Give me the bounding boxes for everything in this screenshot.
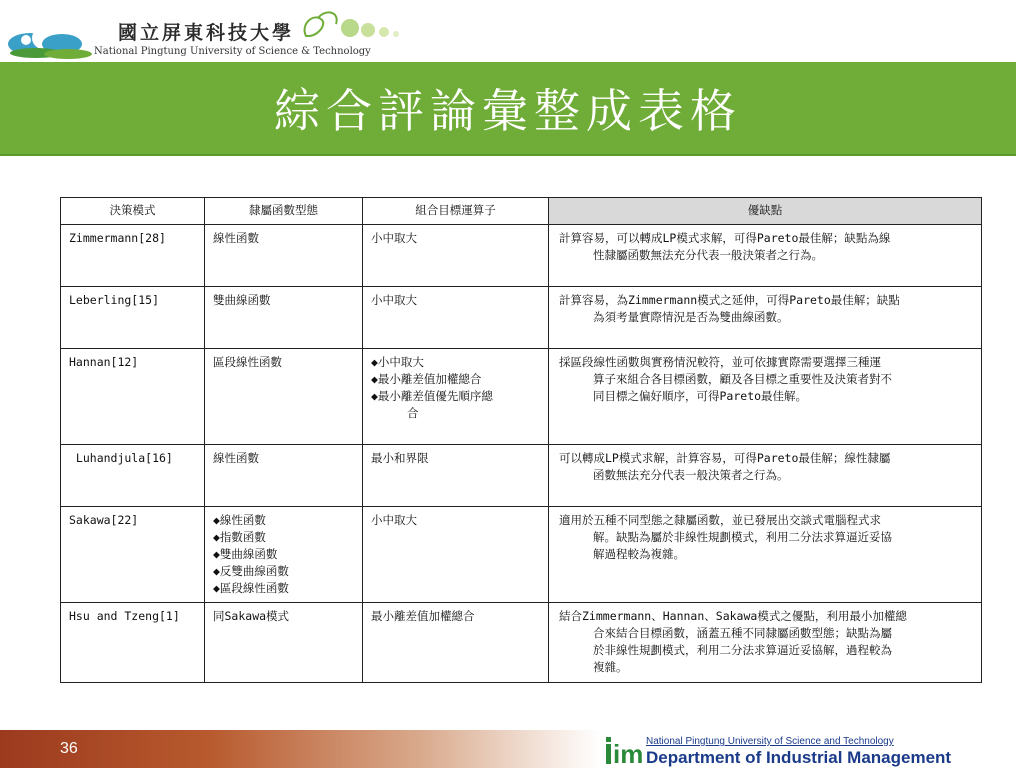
pros-cons-line: 結合Zimmermann、Hannan、Sakawa模式之優點，利用最小加權總	[559, 609, 907, 623]
pros-cons-line: 同目標之偏好順序，可得Pareto最佳解。	[593, 389, 808, 403]
membership-bullet: ◆區段線性函數	[213, 581, 289, 595]
cell-model: Hsu and Tzeng[1]	[61, 603, 205, 683]
university-name-english: National Pingtung University of Science & Technology	[94, 46, 371, 57]
department-logo-icon	[604, 733, 644, 767]
pros-cons-line: 適用於五種不同型態之隸屬函數，並已發展出交談式電腦程式求	[559, 513, 881, 527]
department-name: Department of Industrial Management	[646, 748, 952, 767]
header-cell-operator: 組合目標運算子	[363, 198, 549, 225]
pros-cons-line: 採區段線性函數與實務情況較符，並可依據實際需要選擇三種運	[559, 355, 881, 369]
operator-bullet: ◆最小離差值優先順序總	[371, 389, 493, 403]
comparison-table	[60, 197, 982, 683]
comparison-table-container	[60, 197, 981, 683]
table-row	[61, 445, 982, 507]
pros-cons-line: 性隸屬函數無法充分代表一般決策者之行為。	[593, 248, 823, 262]
membership-bullet: ◆雙曲線函數	[213, 547, 278, 561]
membership-bullet: ◆線性函數	[213, 513, 266, 527]
cell-operator	[363, 349, 549, 445]
membership-bullet: ◆指數函數	[213, 530, 266, 544]
table-header-row	[61, 198, 982, 225]
cell-model: Zimmermann[28]	[61, 225, 205, 287]
pros-cons-line: 複雜。	[593, 660, 628, 674]
membership-bullet: ◆反雙曲線函數	[213, 564, 289, 578]
cell-pros-cons	[549, 287, 982, 349]
header-cell-membership: 隸屬函數型態	[205, 198, 363, 225]
header-cell-model: 決策模式	[61, 198, 205, 225]
footer-bar	[0, 730, 600, 768]
header-logo-area	[0, 0, 1024, 62]
pros-cons-line: 為須考量實際情況是否為雙曲線函數。	[593, 310, 789, 324]
cell-membership: 區段線性函數	[205, 349, 363, 445]
university-name-chinese: 國立屏東科技大學	[118, 22, 295, 44]
title-bar	[0, 62, 1016, 156]
cell-operator: 小中取大	[363, 287, 549, 349]
table-row	[61, 603, 982, 683]
cell-model: Luhandjula[16]	[61, 445, 205, 507]
cell-model: Hannan[12]	[61, 349, 205, 445]
table-row	[61, 225, 982, 287]
operator-bullet: ◆小中取大	[371, 355, 424, 369]
pros-cons-line: 計算容易，可以轉成LP模式求解，可得Pareto最佳解；缺點為線	[559, 231, 891, 245]
header-cell-pros-cons: 優缺點	[549, 198, 982, 225]
cell-pros-cons	[549, 603, 982, 683]
cell-model: Leberling[15]	[61, 287, 205, 349]
pros-cons-line: 合來結合目標函數，涵蓋五種不同隸屬函數型態；缺點為屬	[593, 626, 892, 640]
cell-membership: 線性函數	[205, 445, 363, 507]
cell-operator: 最小離差值加權總合	[363, 603, 549, 683]
pros-cons-line: 可以轉成LP模式求解，計算容易，可得Pareto最佳解；線性隸屬	[559, 451, 891, 465]
pros-cons-line: 解。缺點為屬於非線性規劃模式，利用二分法求算逼近妥協	[593, 530, 892, 544]
department-logo-text: im	[613, 739, 644, 767]
university-logo-icon	[6, 18, 96, 62]
pros-cons-line: 計算容易，為Zimmermann模式之延伸，可得Pareto最佳解；缺點	[559, 293, 900, 307]
cell-operator: 小中取大	[363, 225, 549, 287]
table-row	[61, 349, 982, 445]
cell-membership	[205, 507, 363, 603]
cell-pros-cons	[549, 349, 982, 445]
leaf-decoration-icon	[296, 6, 416, 46]
cell-operator: 小中取大	[363, 507, 549, 603]
cell-pros-cons	[549, 445, 982, 507]
cell-pros-cons	[549, 507, 982, 603]
cell-model: Sakawa[22]	[61, 507, 205, 603]
table-row	[61, 287, 982, 349]
pros-cons-line: 算子來組合各目標函數，顧及各目標之重要性及決策者對不	[593, 372, 892, 386]
operator-bullet: ◆最小離差值加權總合	[371, 372, 482, 386]
cell-membership: 同Sakawa模式	[205, 603, 363, 683]
operator-bullet-continued: 合	[407, 406, 419, 420]
pros-cons-line: 函數無法充分代表一般決策者之行為。	[593, 468, 789, 482]
pros-cons-line: 於非線性規劃模式，利用二分法求算逼近妥協解，過程較為	[593, 643, 892, 657]
table-row	[61, 507, 982, 603]
page-title: 綜合評論彙整成表格	[274, 84, 742, 138]
pros-cons-line: 解過程較為複雜。	[593, 547, 685, 561]
cell-pros-cons	[549, 225, 982, 287]
cell-operator: 最小和界限	[363, 445, 549, 507]
cell-membership: 雙曲線函數	[205, 287, 363, 349]
page-number: 36	[60, 740, 78, 757]
cell-membership: 線性函數	[205, 225, 363, 287]
department-university-name: National Pingtung University of Science and Technology	[646, 736, 894, 747]
